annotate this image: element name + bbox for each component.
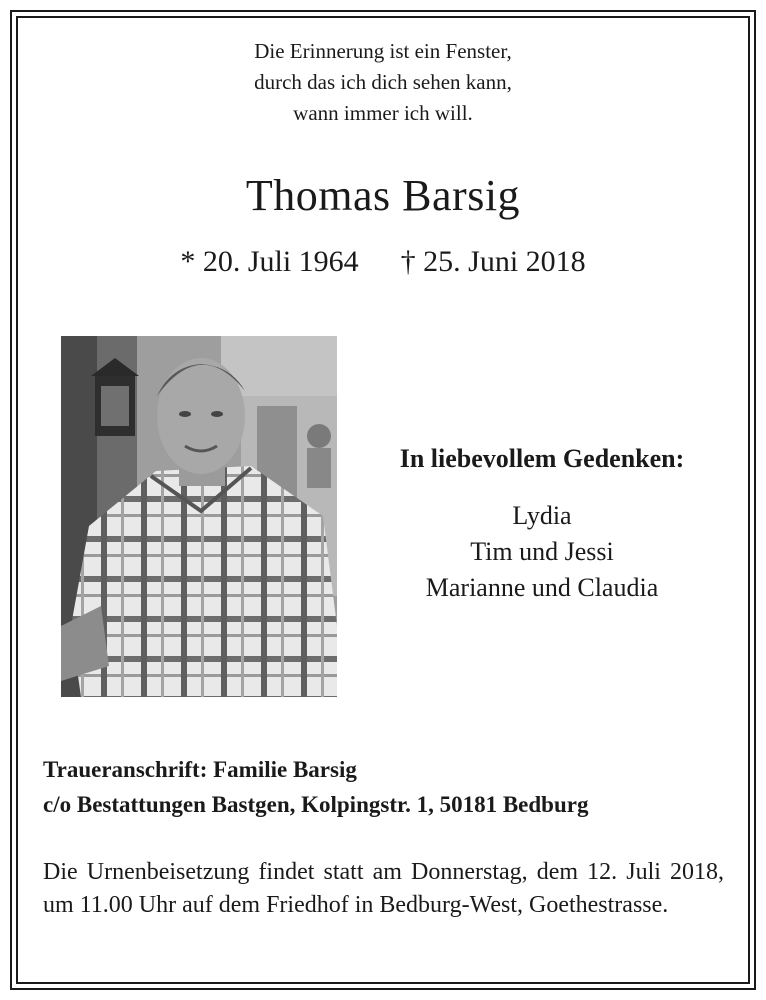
remembrance-heading: In liebevollem Gedenken: xyxy=(399,444,685,473)
mourners-list xyxy=(350,498,734,606)
portrait-photo-icon xyxy=(61,336,337,697)
mourning-address xyxy=(43,752,733,822)
address-line: Traueranschrift: Familie Barsig xyxy=(43,757,357,782)
quote-line: Die Erinnerung ist ein Fenster, xyxy=(254,39,512,63)
life-dates xyxy=(0,245,766,279)
portrait-photo xyxy=(61,336,337,697)
address-line: c/o Bestattungen Bastgen, Kolpingstr. 1, 50181 Bedburg xyxy=(43,792,589,817)
mourner-name: Tim und Jessi xyxy=(470,537,614,566)
mourner-name: Lydia xyxy=(512,501,572,530)
deceased-name: Thomas Barsig xyxy=(245,171,521,220)
death-date: † 25. Juni 2018 xyxy=(400,245,586,278)
mourner-name: Marianne und Claudia xyxy=(425,573,659,602)
quote-line: wann immer ich will. xyxy=(293,101,473,125)
memorial-quote xyxy=(0,36,766,129)
quote-line: durch das ich dich sehen kann, xyxy=(254,70,512,94)
burial-notice: Die Urnenbeisetzung findet statt am Donnerstag, dem 12. Juli 2018, um 11.00 Uhr auf dem Friedhof in Bedburg-West, Goethestrasse. xyxy=(43,859,724,918)
birth-date: * 20. Juli 1964 xyxy=(180,245,359,278)
